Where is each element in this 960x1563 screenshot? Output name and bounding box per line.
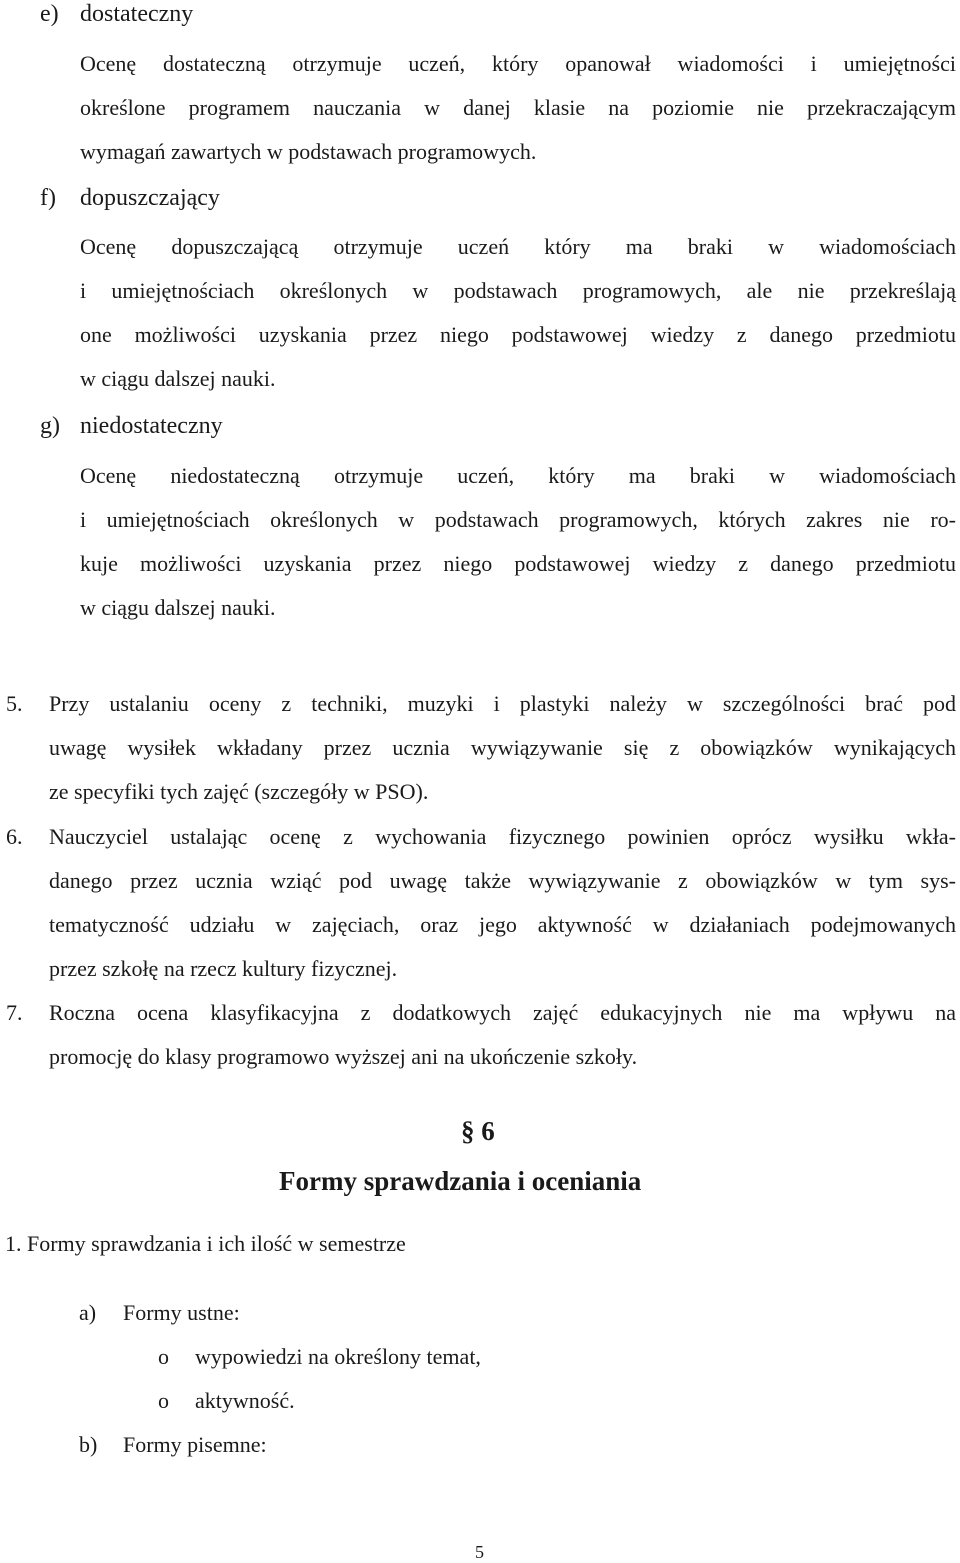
grade-label: g) bbox=[40, 413, 60, 439]
bullet-icon: o bbox=[158, 1388, 169, 1413]
grade-label: f) bbox=[40, 185, 56, 211]
grade-description-dostateczny bbox=[80, 42, 956, 174]
paragraph-line: tematyczność udziału w zajęciach, oraz jego aktywność w działaniach podejmowanych bbox=[49, 912, 956, 937]
paragraph-line: ze specyfiki tych zajęć (szczegóły w PSO). bbox=[49, 779, 429, 804]
paragraph-line: promocję do klasy programowo wyższej ani na ukończenie szkoły. bbox=[49, 1044, 638, 1069]
paragraph-line: Ocenę dostateczną otrzymuje uczeń, który opanował wiadomości i umiejętności bbox=[80, 51, 956, 76]
written-forms-label: Formy pisemne: bbox=[123, 1432, 267, 1457]
grade-description-niedostateczny bbox=[80, 454, 956, 630]
paragraph-line: uwagę wysiłek wkładany przez ucznia wywiązywanie się z obowiązków wynikających bbox=[49, 735, 956, 760]
paragraph-line: określone programem nauczania w danej klasie na poziomie nie przekraczającym bbox=[80, 95, 956, 120]
page-number: 5 bbox=[475, 1542, 484, 1562]
paragraph-line: w ciągu dalszej nauki. bbox=[80, 366, 276, 391]
paragraph-line: Przy ustalaniu oceny z techniki, muzyki i plastyki należy w szczególności brać pod bbox=[49, 691, 956, 716]
paragraph-line: Nauczyciel ustalając ocenę z wychowania fizycznego powinien oprócz wysiłku wkła- bbox=[49, 824, 956, 849]
item-number: 6. bbox=[6, 824, 23, 849]
bullet-icon: o bbox=[158, 1344, 169, 1369]
grade-name: dostateczny bbox=[80, 1, 194, 27]
paragraph-line: danego przez ucznia wziąć pod uwagę także wywiązywanie z obowiązków w tym sys- bbox=[49, 868, 956, 893]
grade-name: niedostateczny bbox=[80, 413, 223, 439]
grade-description-dopuszczajacy bbox=[80, 225, 956, 401]
paragraph-line: one możliwości uzyskania przez niego podstawowej wiedzy z danego przedmiotu bbox=[80, 322, 956, 347]
item-number: 7. bbox=[6, 1000, 23, 1025]
paragraph-line: przez szkołę na rzecz kultury fizycznej. bbox=[49, 956, 398, 981]
paragraph-line: kuje możliwości uzyskania przez niego podstawowej wiedzy z danego przedmiotu bbox=[80, 551, 956, 576]
paragraph-line: Roczna ocena klasyfikacyjna z dodatkowych zajęć edukacyjnych nie ma wpływu na bbox=[49, 1000, 956, 1025]
section-title: Formy sprawdzania i oceniania bbox=[279, 1166, 642, 1196]
forms-heading: 1. Formy sprawdzania i ich ilość w semestrze bbox=[5, 1231, 406, 1256]
grade-heading-dostateczny bbox=[40, 2, 193, 26]
paragraph-line: i umiejętnościach określonych w podstawach programowych, których zakres nie ro- bbox=[80, 507, 956, 532]
grade-heading-dopuszczajacy bbox=[40, 186, 220, 210]
oral-forms-label: Formy ustne: bbox=[123, 1300, 240, 1325]
paragraph-line: wymagań zawartych w podstawach programowych. bbox=[80, 139, 537, 164]
paragraph-line: w ciągu dalszej nauki. bbox=[80, 595, 276, 620]
paragraph-line: i umiejętnościach określonych w podstawach programowych, ale nie przekreślają bbox=[80, 278, 956, 303]
section-number: § 6 bbox=[461, 1116, 495, 1146]
list-label-b: b) bbox=[79, 1432, 98, 1457]
list-label-a: a) bbox=[79, 1300, 97, 1325]
paragraph-line: Ocenę dopuszczającą otrzymuje uczeń który ma braki w wiadomościach bbox=[80, 234, 956, 259]
paragraph-line: Ocenę niedostateczną otrzymuje uczeń, który ma braki w wiadomościach bbox=[80, 463, 956, 488]
grade-name: dopuszczający bbox=[80, 185, 220, 211]
list-item-oral-1: wypowiedzi na określony temat, bbox=[195, 1344, 481, 1369]
list-item-oral-2: aktywność. bbox=[195, 1388, 295, 1413]
grade-label: e) bbox=[40, 1, 59, 27]
grade-heading-niedostateczny bbox=[40, 414, 223, 438]
item-number: 5. bbox=[6, 691, 23, 716]
